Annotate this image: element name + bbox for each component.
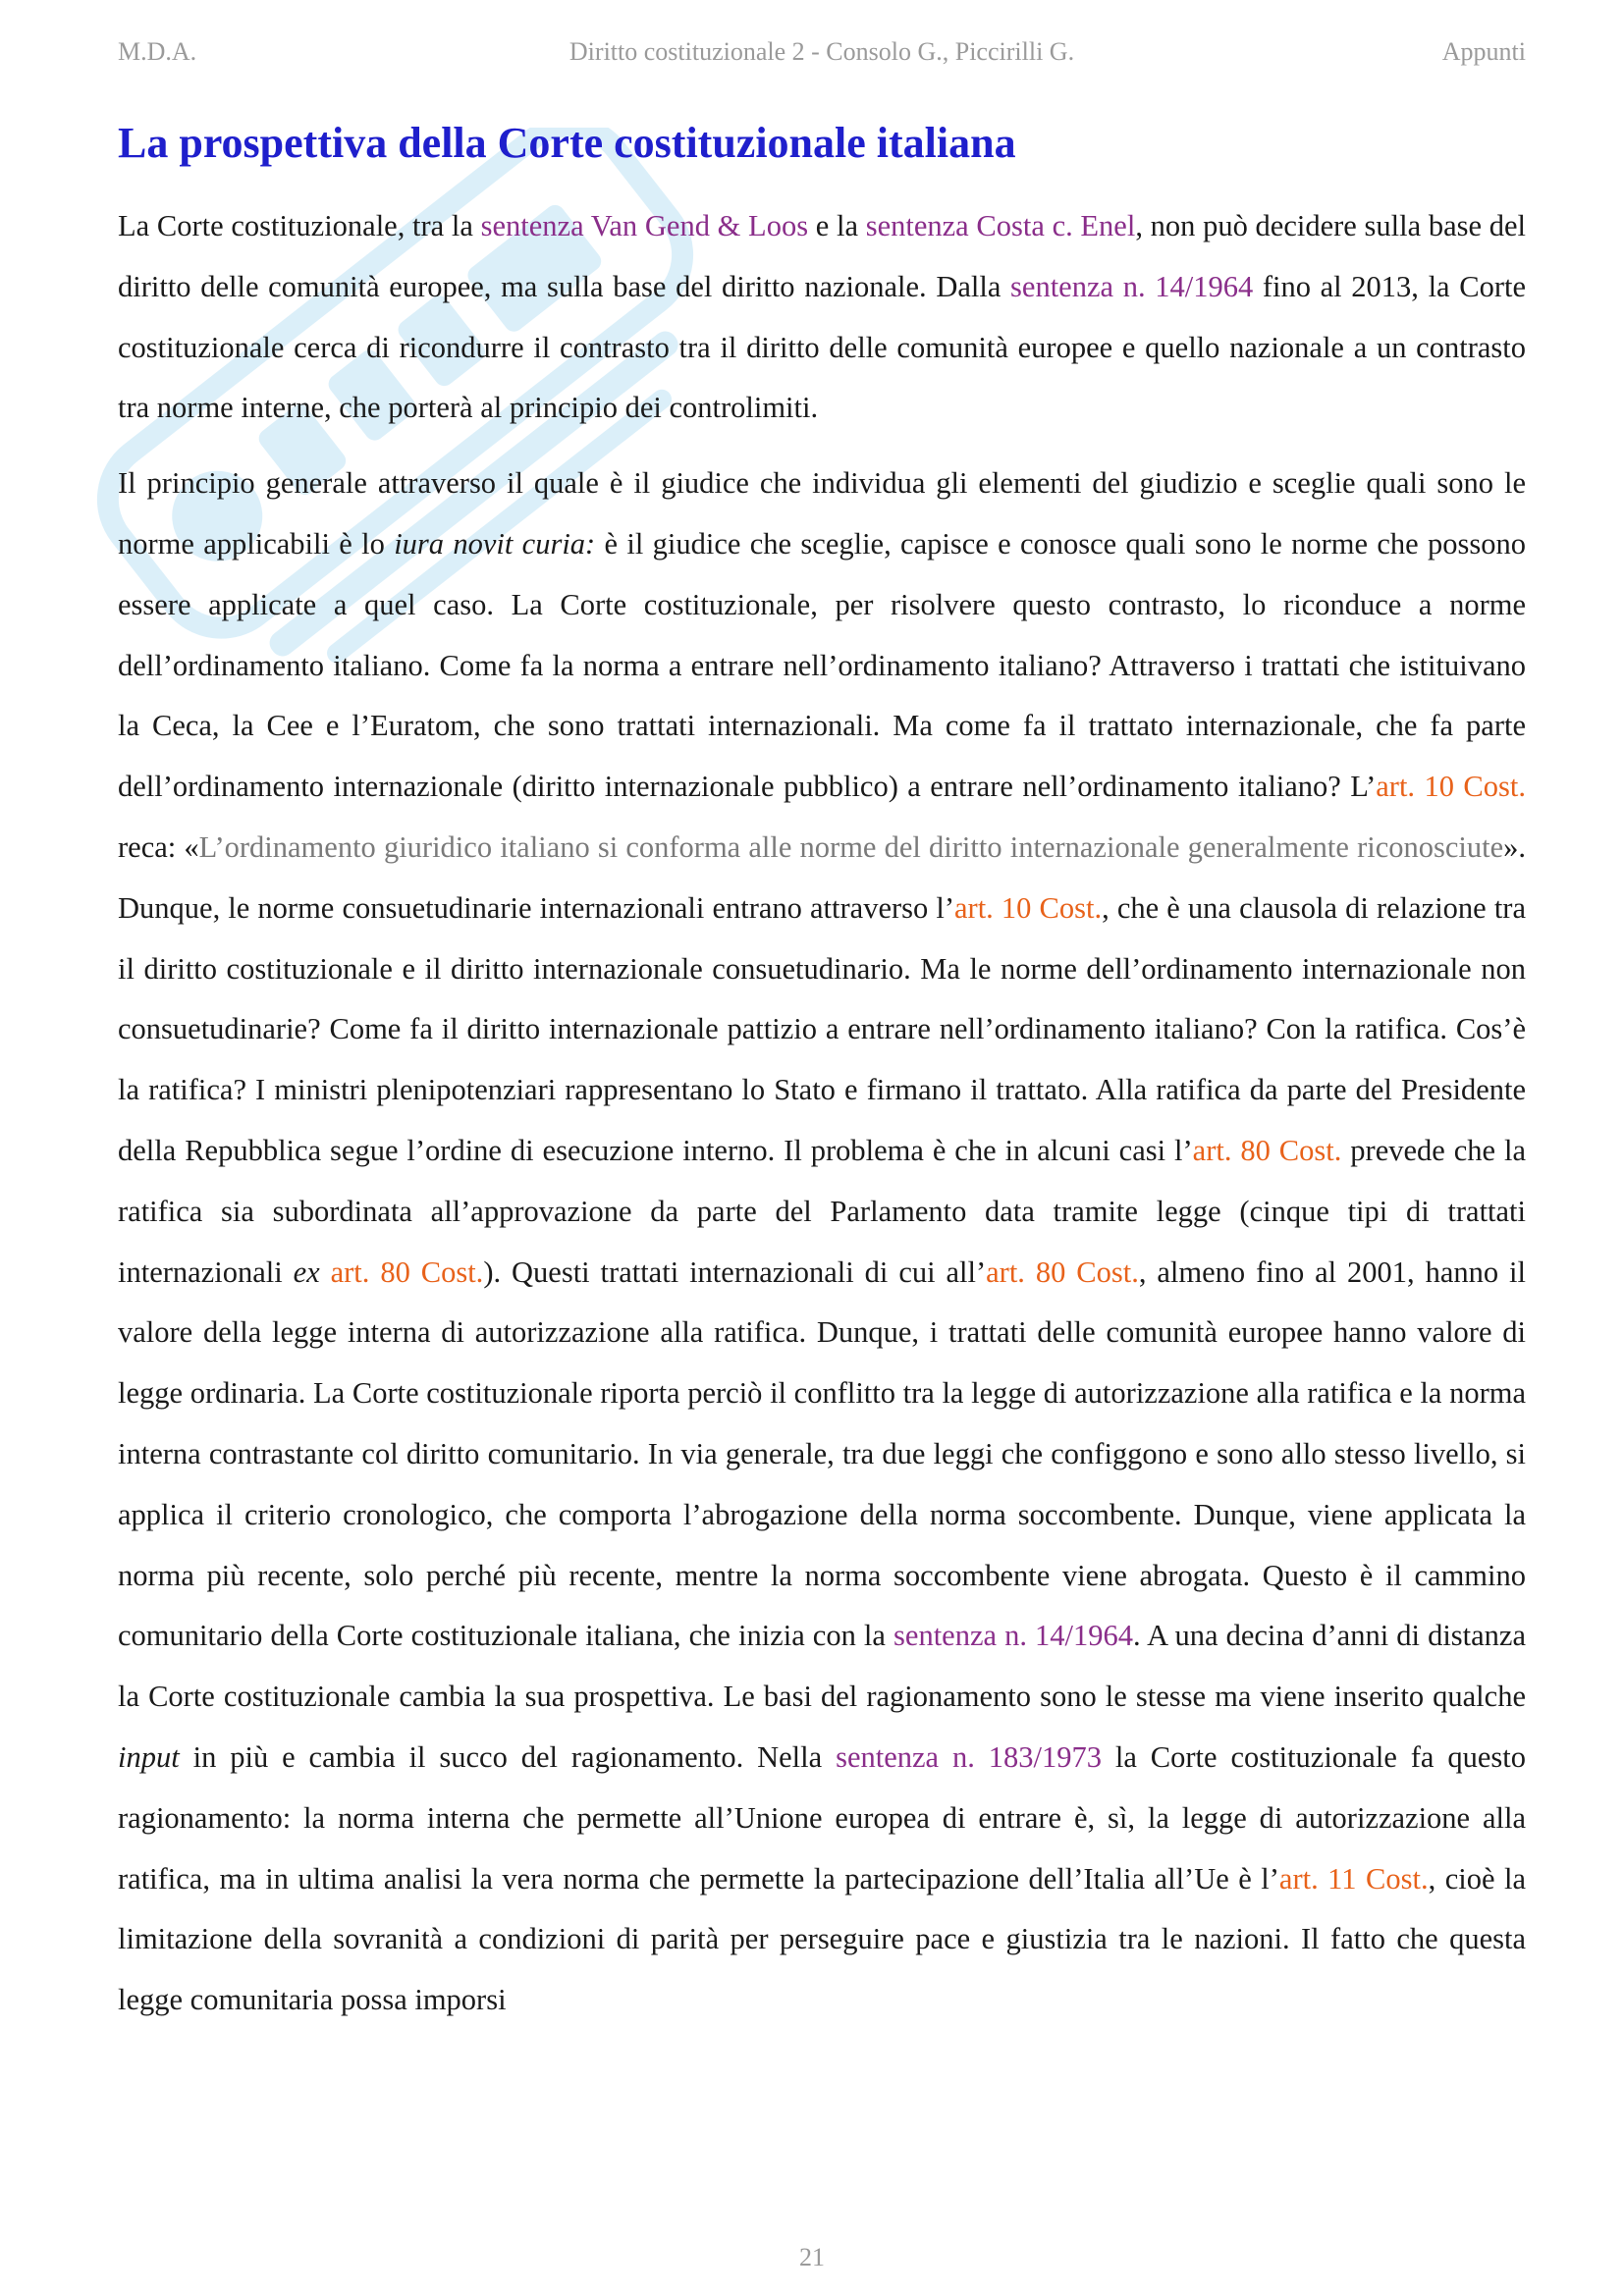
sentence-ref-14-1964[interactable]: sentenza n. 14/1964	[1010, 269, 1254, 303]
text-run: La Corte costituzionale, tra la	[118, 209, 481, 242]
text-run: e la	[808, 209, 866, 242]
sentence-ref-costa-enel[interactable]: sentenza Costa c. Enel	[865, 209, 1136, 242]
text-run: ». Dunque, le norme consuetudinarie internazionali entrano attraverso l’	[118, 829, 1526, 925]
header-course: Diritto costituzionale 2 - Consolo G., Piccirilli G.	[568, 37, 1075, 66]
text-run: , che è una clausola di relazione tra il diritto costituzionale e il diritto internazionale consuetudinario. Ma le norme dell’ordinamento internazionale non consuetudinarie? Come fa il diritto internazionale pattizio a entrare nell’ordinamento italiano? Con la ratifica. Cos’è la ratifica? I ministri plenipotenziari rappresentano lo Stato e firmano il trattato. Alla ratifica da parte del Presidente della Repubblica segue l’ordine di esecuzione interno. Il problema è che in alcuni casi l’	[118, 890, 1526, 1167]
text-run: è il giudice che sceglie, capisce e conosce quali sono le norme che possono essere applicate a quel caso. La Corte costituzionale, per risolvere questo contrasto, lo riconduce a norme dell’ordinamento italiano. Come fa la norma a entrare nell’ordinamento italiano? Attraverso i trattati che istituivano la Ceca, la Cee e l’Euratom, che sono trattati internazionali. Ma come fa il trattato internazionale, che fa parte dell’ordinamento internazionale (diritto internazionale pubblico) a entrare nell’ordinamento italiano? L’	[118, 526, 1526, 804]
text-run: , cioè la limitazione della sovranità a condizioni di parità per perseguire pace e giustizia tra le nazioni. Il fatto che questa legge comunitaria possa imporsi	[118, 1861, 1526, 2017]
text-run: la Corte costituzionale fa questo ragionamento: la norma interna che permette all’Unione europea di entrare è, sì, la legge di autorizzazione alla ratifica, ma in ultima analisi la vera norma che permette la partecipazione dell’Italia all’Ue è l’	[118, 1739, 1526, 1896]
paragraph-1	[118, 196, 1526, 439]
page-number: 21	[799, 2243, 825, 2271]
quoted-article-text: L’ordinamento giuridico italiano si conforma alle norme del diritto internazionale generalmente riconosciute	[198, 829, 1504, 864]
text-run: Il principio generale attraverso il quale è il giudice che individua gli elementi del giudizio e sceglie quali sono le norme applicabili è lo	[118, 466, 1526, 561]
text-run	[320, 1255, 331, 1289]
sentence-ref-183-1973[interactable]: sentenza n. 183/1973	[836, 1739, 1102, 1774]
latin-term: iura novit curia:	[394, 526, 596, 561]
article-ref-80[interactable]: art. 80 Cost.	[986, 1255, 1139, 1289]
text-run: fino al 2013, la Corte costituzionale cerca di ricondurre il contrasto tra il diritto delle comunità europee e quello nazionale a un contrasto tra norme interne, che porterà al principio dei controlimiti.	[118, 269, 1527, 425]
italic-term: input	[118, 1739, 180, 1774]
header-doc-type: Appunti	[1441, 37, 1526, 66]
section-title: La prospettiva della Corte costituzionale italiana	[118, 119, 1016, 167]
text-run: ). Questi trattati internazionali di cui all’	[483, 1255, 987, 1289]
text-run: reca: «	[118, 829, 199, 864]
article-ref-11[interactable]: art. 11 Cost.	[1278, 1861, 1429, 1896]
text-run: , almeno fino al 2001, hanno il valore della legge interna di autorizzazione alla ratifica. Dunque, i trattati delle comunità europee hanno valore di legge ordinaria. La Corte costituzionale riporta perciò il conflitto tra la legge di autorizzazione alla ratifica e la norma interna contrastante col diritto comunitario. In via generale, tra due leggi che configgono e sono allo stesso livello, si applica il criterio cronologico, che comporta l’abrogazione della norma soccombente. Dunque, viene applicata la norma più recente, solo perché più recente, mentre la norma soccombente viene abrogata. Questo è il cammino comunitario della Corte costituzionale italiana, che inizia con la	[118, 1255, 1527, 1653]
paragraph-2	[118, 454, 1526, 2031]
article-ref-10[interactable]: art. 10 Cost.	[954, 890, 1103, 925]
article-ref-10[interactable]: art. 10 Cost.	[1376, 770, 1526, 804]
sentence-ref-van-gend-loos[interactable]: sentenza Van Gend & Loos	[480, 209, 809, 242]
article-ref-80[interactable]: art. 80 Cost.	[330, 1255, 484, 1289]
header-author: M.D.A.	[118, 37, 197, 66]
document-body	[118, 196, 1526, 2046]
text-run: , non può decidere sulla base del diritto delle comunità europee, ma sulla base del diritto nazionale. Dalla	[118, 209, 1526, 303]
text-run: in più e cambia il succo del ragionamento. Nella	[179, 1739, 837, 1774]
latin-term: ex	[293, 1255, 320, 1289]
text-run: prevede che la ratifica sia subordinata all’approvazione da parte del Parlamento data tramite legge (cinque tipi di trattati internazionali	[118, 1133, 1527, 1289]
sentence-ref-14-1964[interactable]: sentenza n. 14/1964	[893, 1619, 1134, 1653]
text-run: . A una decina d’anni di distanza la Corte costituzionale cambia la sua prospettiva. Le basi del ragionamento sono le stesse ma viene inserito qualche	[118, 1619, 1527, 1714]
article-ref-80[interactable]: art. 80 Cost.	[1192, 1133, 1342, 1167]
page-header	[118, 37, 1526, 73]
